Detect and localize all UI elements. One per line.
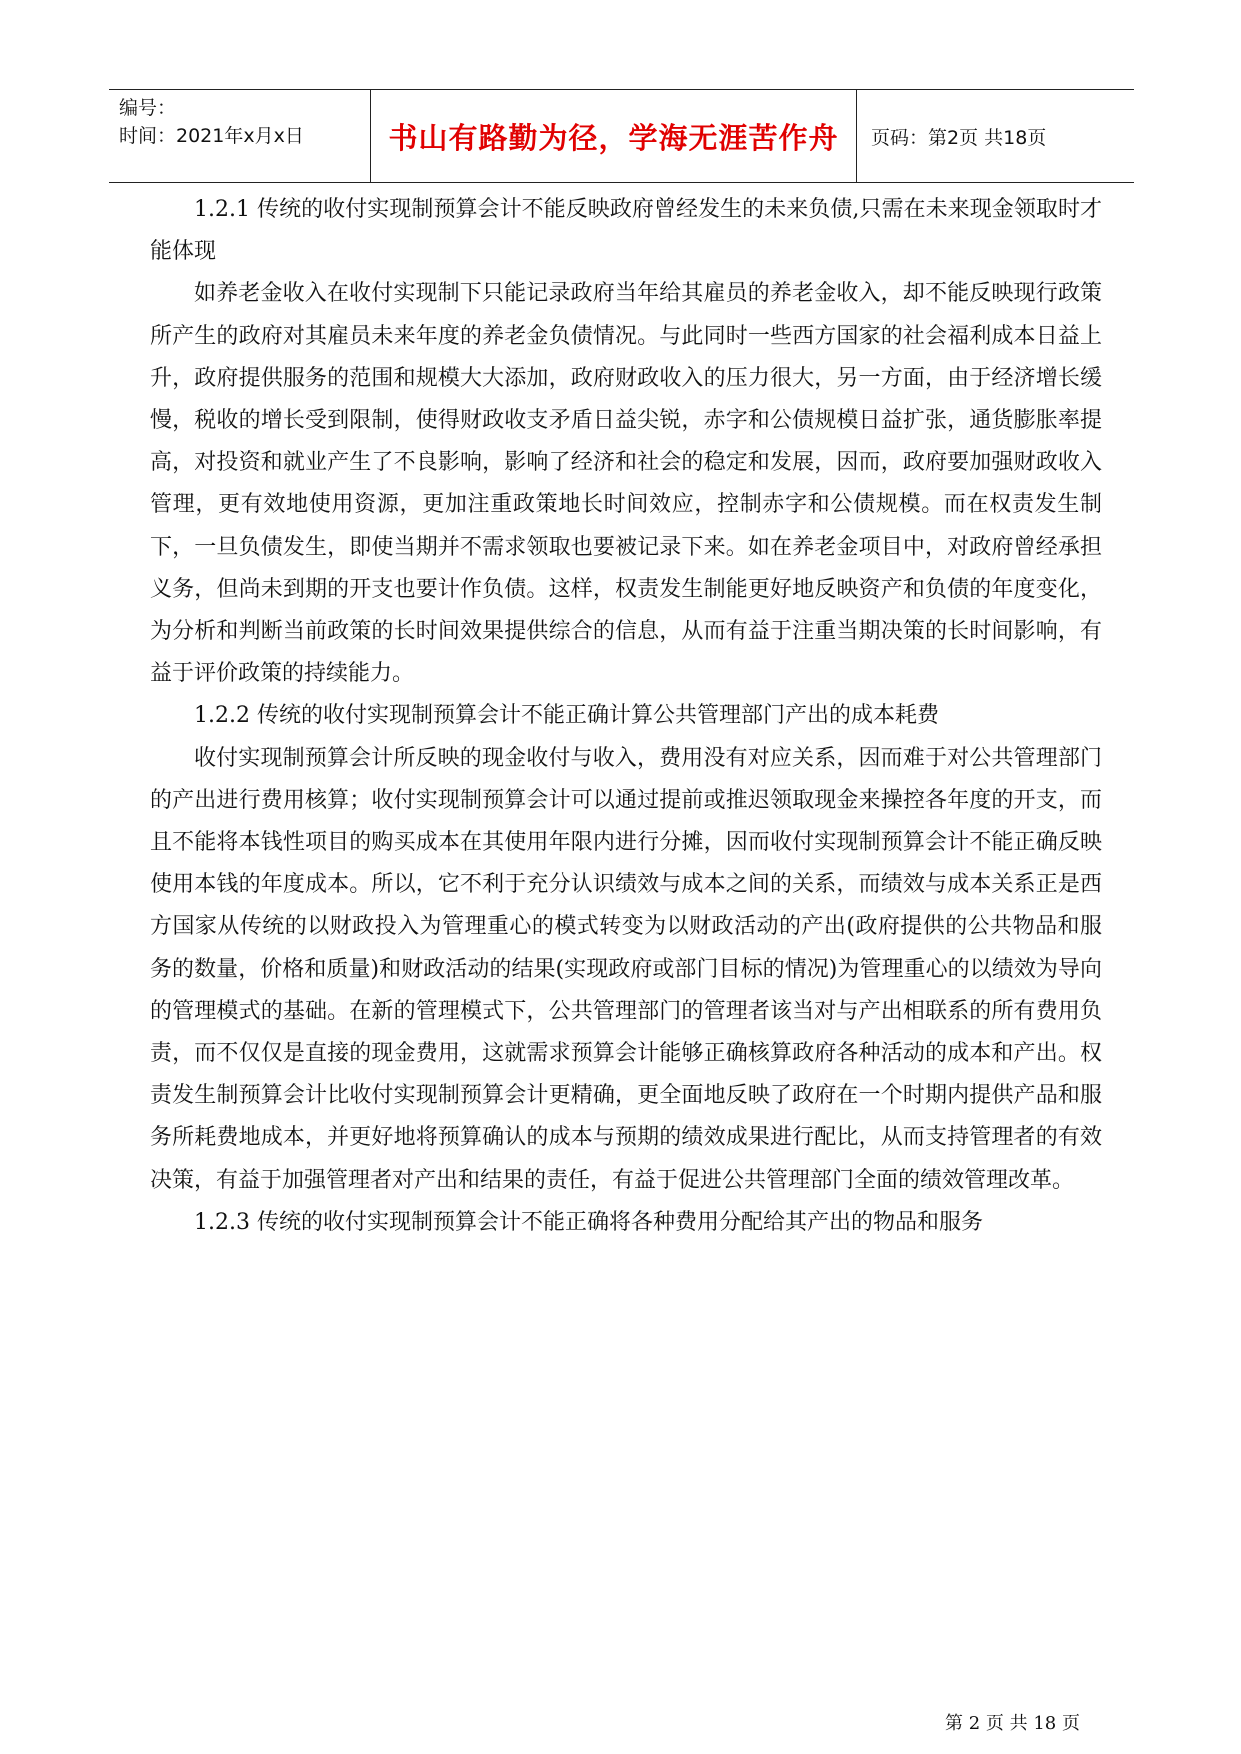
- page-header: [109, 89, 1134, 183]
- section-heading-1-2-1: 1.2.1 传统的收付实现制预算会计不能反映政府曾经发生的未来负债,只需在未来现金领取时才能体现: [150, 197, 1102, 265]
- paragraph: 如养老金收入在收付实现制下只能记录政府当年给其雇员的养老金收入，却不能反映现行政策所产生的政府对其雇员未来年度的养老金负债情况。与此同时一些西方国家的社会福利成本日益上升，政府提供服务的范围和规模大大添加，政府财政收入的压力很大，另一方面，由于经济增长缓慢，税收的增长受到限制，使得财政收支矛盾日益尖锐，赤字和公债规模日益扩张，通货膨胀率提高，对投资和就业产生了不良影响，影响了经济和社会的稳定和发展，因而，政府要加强财政收入管理，更有效地使用资源，更加注重政策地长时间效应，控制赤字和公债规模。而在权责发生制下，一旦负债发生，即使当期并不需求领取也要被记录下来。如在养老金项目中，对政府曾经承担义务，但尚未到期的开支也要计作负债。这样，权责发生制能更好地反映资产和负债的年度变化，为分析和判断当前政策的长时间效果提供综合的信息，从而有益于注重当期决策的长时间影响，有益于评价政策的持续能力。: [150, 281, 1102, 687]
- header-motto-cell: [371, 90, 857, 182]
- document-number-label: 编号：: [119, 97, 177, 119]
- page-footer: 第 2 页 共 18 页: [945, 1713, 1080, 1734]
- paragraph: 收付实现制预算会计所反映的现金收付与收入，费用没有对应关系，因而难于对公共管理部门的产出进行费用核算；收付实现制预算会计可以通过提前或推迟领取现金来操控各年度的开支，而且不能将本钱性项目的购买成本在其使用年限内进行分摊，因而收付实现制预算会计不能正确反映使用本钱的年度成本。所以，它不利于充分认识绩效与成本之间的关系，而绩效与成本关系正是西方国家从传统的以财政投入为管理重心的模式转变为以财政活动的产出(政府提供的公共物品和服务的数量，价格和质量)和财政活动的结果(实现政府或部门目标的情况)为管理重心的以绩效为导向的管理模式的基础。在新的管理模式下，公共管理部门的管理者该当对与产出相联系的所有费用负责，而不仅仅是直接的现金费用，这就需求预算会计能够正确核算政府各种活动的成本和产出。权责发生制预算会计比收付实现制预算会计更精确，更全面地反映了政府在一个时期内提供产品和服务所耗费地成本，并更好地将预算确认的成本与预期的绩效成果进行配比，从而支持管理者的有效决策，有益于加强管理者对产出和结果的责任，有益于促进公共管理部门全面的绩效管理改革。: [150, 745, 1102, 1193]
- header-right-cell: [857, 90, 1134, 182]
- section-heading-1-2-2: 1.2.2 传统的收付实现制预算会计不能正确计算公共管理部门产出的成本耗费: [194, 703, 939, 729]
- header-left-cell: [109, 90, 371, 182]
- document-time-label: 时间：2021年x月x日: [119, 125, 304, 147]
- document-body: [150, 189, 1102, 1244]
- header-motto: 书山有路勤为径，学海无涯苦作舟: [388, 120, 839, 155]
- header-page-label: 页码：第2页 共18页: [871, 126, 1047, 149]
- section-heading-1-2-3: 1.2.3 传统的收付实现制预算会计不能正确将各种费用分配给其产出的物品和服务: [194, 1209, 983, 1235]
